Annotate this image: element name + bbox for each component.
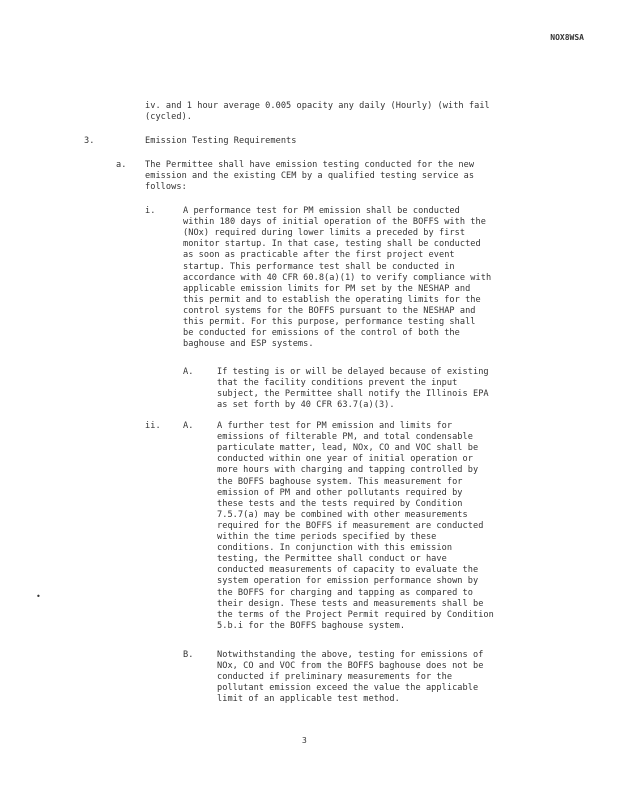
para-i-sub-line: subject, the Permittee shall notify the Illinois EPA	[217, 389, 489, 400]
para-i-line: control systems for the BOFFS pursuant to the NESHAP and	[183, 305, 476, 316]
intro-line-2: (cycled).	[145, 112, 193, 122]
para-a-line: follows:	[145, 182, 187, 193]
para-i-line: applicable emission limits for PM set by the NESHAP and	[183, 283, 471, 294]
para-ii-line: these tests and the tests required by Condition	[217, 498, 463, 509]
para-b-line: conducted if preliminary measurements for the	[217, 672, 453, 683]
para-i-line: baghouse and ESP systems.	[183, 339, 314, 350]
para-ii-line: testing, the Permittee shall conduct or have	[217, 554, 447, 565]
para-i-sub-line: as set forth by 40 CFR 63.7(a)(3).	[217, 400, 395, 411]
para-ii-label: ii.	[145, 421, 161, 431]
para-b-label: B.	[183, 650, 194, 660]
para-ii-line: emission of PM and other pollutants required by	[217, 487, 463, 498]
para-ii-line: A further test for PM emission and limits for	[217, 421, 453, 431]
para-i-line: A performance test for PM emission shall be conducted	[183, 206, 460, 216]
para-ii-line: 7.5.7(a) may be combined with other measurements	[217, 509, 468, 520]
para-i-line: monitor startup. In that case, testing shall be conducted	[183, 239, 481, 250]
para-b-line: limit of an applicable test method.	[217, 694, 400, 705]
para-ii-sub-label: A.	[183, 421, 194, 431]
para-b-line: NOx, CO and VOC from the BOFFS baghouse does not be	[217, 661, 484, 672]
para-i-line: startup. This performance test shall be conducted in	[183, 261, 455, 272]
para-i-line: this permit and to establish the operating limits for the	[183, 294, 481, 305]
para-ii-line: the BOFFS baghouse system. This measurement for	[217, 476, 463, 487]
para-ii-line: their design. These tests and measurements shall be	[217, 598, 484, 609]
para-i-label: i.	[145, 206, 156, 216]
para-ii-line: conducted measurements of capacity to evaluate the	[217, 565, 479, 576]
para-i-line: accordance with 40 CFR 60.8(a)(1) to verify compliance with	[183, 272, 492, 283]
para-i-line: (NOx) required during lower limits a preceded by first	[183, 228, 466, 239]
section-heading: Emission Testing Requirements	[145, 136, 297, 146]
para-ii-line: system operation for emission performance shown by	[217, 576, 479, 587]
para-i-line: be conducted for emissions of the control of both the	[183, 328, 460, 339]
page-number: 3	[302, 736, 307, 745]
para-ii-line: required for the BOFFS if measurement are conducted	[217, 520, 484, 531]
para-b-line: pollutant emission exceed the value the applicable	[217, 683, 479, 694]
para-a-line: The Permittee shall have emission testing conducted for the new	[145, 160, 475, 170]
para-b-line: Notwithstanding the above, testing for emissions of	[217, 650, 484, 660]
para-i-line: within 180 days of initial operation of the BOFFS with the	[183, 217, 486, 228]
para-ii-line: conditions. In conjunction with this emission	[217, 543, 453, 554]
para-i-line: this permit. For this purpose, performance testing shall	[183, 317, 476, 327]
para-ii-line: within the time periods specified by these	[217, 532, 437, 542]
para-i-line: as soon as practicable after the first project event	[183, 250, 455, 261]
stray-mark: •	[36, 592, 41, 601]
para-ii-line: the BOFFS for charging and tapping as compared to	[217, 587, 473, 598]
para-ii-line: more hours with charging and tapping controlled by	[217, 465, 479, 476]
para-ii-line: conducted within one year of initial operation or	[217, 454, 473, 465]
para-a-line: emission and the existing CEM by a qualified testing service as	[145, 171, 475, 182]
para-i-sub-label: A.	[183, 367, 194, 377]
intro-line-1: iv. and 1 hour average 0.005 opacity any daily (Hourly) (with fail	[145, 101, 490, 111]
para-ii-line: particulate matter, lead, NOx, CO and VOC shall be	[217, 443, 479, 454]
document-id: NOX8WSA	[550, 33, 584, 42]
para-i-sub-line: that the facility conditions prevent the input	[217, 378, 458, 389]
para-i-sub-line: If testing is or will be delayed because of existing	[217, 367, 489, 377]
para-ii-line: the terms of the Project Permit required by Condition	[217, 609, 494, 620]
para-ii-line: emissions of filterable PM, and total condensable	[217, 432, 473, 443]
section-number: 3.	[84, 136, 95, 146]
para-ii-line: 5.b.i for the BOFFS baghouse system.	[217, 620, 406, 631]
para-a-label: a.	[116, 160, 127, 170]
